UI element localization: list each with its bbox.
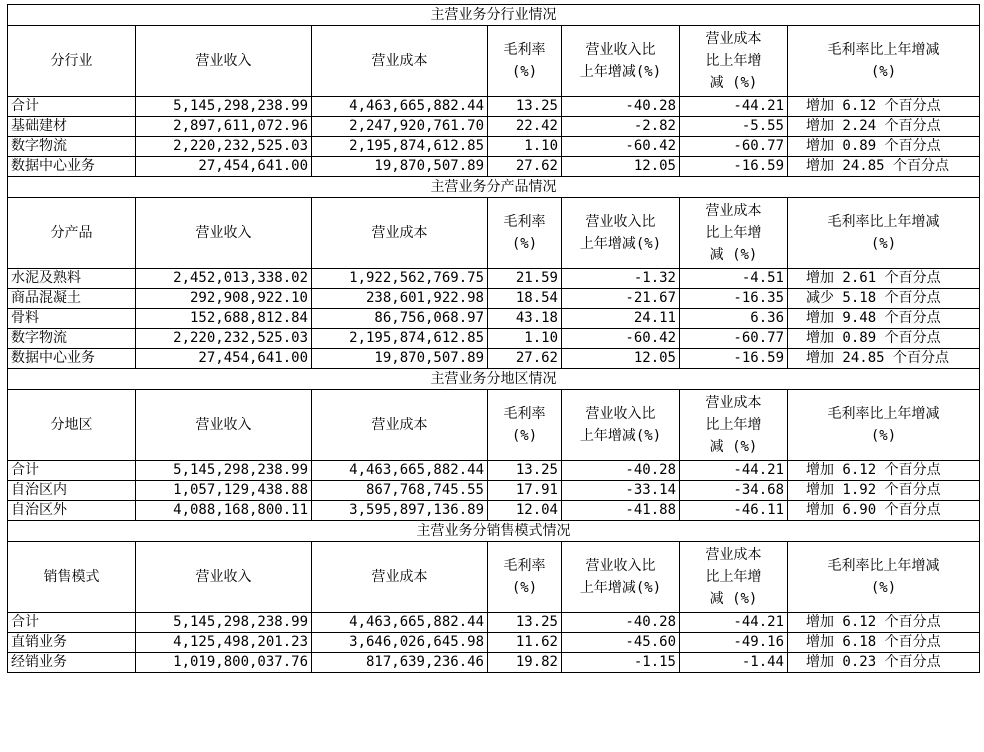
revenue-cell: 152,688,812.84: [136, 309, 312, 329]
column-header: 营业成本: [312, 390, 488, 461]
cost-change-cell: -16.59: [680, 157, 788, 177]
column-header: 毛利率 (%): [488, 26, 562, 97]
column-header: 毛利率比上年增减 (%): [788, 26, 980, 97]
cost-change-cell: -1.44: [680, 653, 788, 673]
margin-change-cell: 增加 24.85 个百分点: [788, 157, 980, 177]
section-title: 主营业务分销售模式情况: [8, 521, 980, 542]
cost-change-cell: -46.11: [680, 501, 788, 521]
section-title-row: [8, 369, 980, 390]
revenue-cell: 27,454,641.00: [136, 349, 312, 369]
column-header: 毛利率比上年增减 (%): [788, 542, 980, 613]
cost-cell: 86,756,068.97: [312, 309, 488, 329]
cost-cell: 2,247,920,761.70: [312, 117, 488, 137]
column-header: 营业成本: [312, 198, 488, 269]
row-label: 基础建材: [8, 117, 136, 137]
revenue-change-cell: -33.14: [562, 481, 680, 501]
section-title: 主营业务分产品情况: [8, 177, 980, 198]
gross-margin-cell: 13.25: [488, 461, 562, 481]
gross-margin-cell: 18.54: [488, 289, 562, 309]
cost-cell: 19,870,507.89: [312, 349, 488, 369]
column-header-row: [8, 542, 980, 613]
gross-margin-cell: 17.91: [488, 481, 562, 501]
revenue-cell: 2,220,232,525.03: [136, 329, 312, 349]
revenue-change-cell: -45.60: [562, 633, 680, 653]
column-header: 毛利率 (%): [488, 198, 562, 269]
margin-change-cell: 增加 6.12 个百分点: [788, 461, 980, 481]
revenue-change-cell: -41.88: [562, 501, 680, 521]
table-row: [8, 137, 980, 157]
section-title: 主营业务分地区情况: [8, 369, 980, 390]
gross-margin-cell: 22.42: [488, 117, 562, 137]
row-label: 自治区内: [8, 481, 136, 501]
column-header-row: [8, 26, 980, 97]
row-label: 合计: [8, 97, 136, 117]
main-business-table: [7, 4, 980, 673]
table-row: [8, 309, 980, 329]
column-header-category: 分地区: [8, 390, 136, 461]
revenue-change-cell: -40.28: [562, 461, 680, 481]
revenue-change-cell: -2.82: [562, 117, 680, 137]
cost-cell: 2,195,874,612.85: [312, 329, 488, 349]
section-title-row: [8, 521, 980, 542]
margin-change-cell: 增加 0.23 个百分点: [788, 653, 980, 673]
revenue-cell: 2,452,013,338.02: [136, 269, 312, 289]
column-header-category: 分产品: [8, 198, 136, 269]
revenue-change-cell: -40.28: [562, 613, 680, 633]
column-header: 营业成本 比上年增 减 (%): [680, 26, 788, 97]
revenue-change-cell: 12.05: [562, 349, 680, 369]
table-row: [8, 289, 980, 309]
margin-change-cell: 增加 6.12 个百分点: [788, 97, 980, 117]
cost-change-cell: 6.36: [680, 309, 788, 329]
column-header: 营业成本 比上年增 减 (%): [680, 390, 788, 461]
section-title-row: [8, 5, 980, 26]
column-header: 营业成本 比上年增 减 (%): [680, 198, 788, 269]
revenue-cell: 1,057,129,438.88: [136, 481, 312, 501]
table-row: [8, 349, 980, 369]
row-label: 合计: [8, 461, 136, 481]
gross-margin-cell: 27.62: [488, 157, 562, 177]
cost-change-cell: -16.59: [680, 349, 788, 369]
cost-change-cell: -44.21: [680, 97, 788, 117]
cost-change-cell: -5.55: [680, 117, 788, 137]
margin-change-cell: 增加 6.12 个百分点: [788, 613, 980, 633]
column-header-row: [8, 390, 980, 461]
cost-cell: 4,463,665,882.44: [312, 613, 488, 633]
column-header: 营业收入比 上年增减(%): [562, 542, 680, 613]
cost-cell: 4,463,665,882.44: [312, 97, 488, 117]
revenue-cell: 5,145,298,238.99: [136, 97, 312, 117]
table-row: [8, 653, 980, 673]
row-label: 数据中心业务: [8, 157, 136, 177]
table-row: [8, 633, 980, 653]
margin-change-cell: 减少 5.18 个百分点: [788, 289, 980, 309]
revenue-change-cell: -40.28: [562, 97, 680, 117]
cost-cell: 867,768,745.55: [312, 481, 488, 501]
revenue-cell: 4,125,498,201.23: [136, 633, 312, 653]
revenue-cell: 2,220,232,525.03: [136, 137, 312, 157]
margin-change-cell: 增加 2.24 个百分点: [788, 117, 980, 137]
table-row: [8, 481, 980, 501]
revenue-cell: 5,145,298,238.99: [136, 613, 312, 633]
cost-change-cell: -16.35: [680, 289, 788, 309]
row-label: 骨料: [8, 309, 136, 329]
gross-margin-cell: 21.59: [488, 269, 562, 289]
gross-margin-cell: 13.25: [488, 613, 562, 633]
cost-cell: 1,922,562,769.75: [312, 269, 488, 289]
table-row: [8, 97, 980, 117]
row-label: 数字物流: [8, 137, 136, 157]
revenue-cell: 27,454,641.00: [136, 157, 312, 177]
gross-margin-cell: 1.10: [488, 329, 562, 349]
table-row: [8, 329, 980, 349]
gross-margin-cell: 27.62: [488, 349, 562, 369]
margin-change-cell: 增加 24.85 个百分点: [788, 349, 980, 369]
column-header-category: 销售模式: [8, 542, 136, 613]
column-header: 营业收入比 上年增减(%): [562, 198, 680, 269]
cost-change-cell: -4.51: [680, 269, 788, 289]
column-header-row: [8, 198, 980, 269]
margin-change-cell: 增加 1.92 个百分点: [788, 481, 980, 501]
column-header: 毛利率比上年增减 (%): [788, 198, 980, 269]
cost-cell: 4,463,665,882.44: [312, 461, 488, 481]
gross-margin-cell: 11.62: [488, 633, 562, 653]
revenue-cell: 1,019,800,037.76: [136, 653, 312, 673]
cost-change-cell: -60.77: [680, 329, 788, 349]
column-header: 营业收入比 上年增减(%): [562, 26, 680, 97]
revenue-change-cell: 24.11: [562, 309, 680, 329]
revenue-change-cell: 12.05: [562, 157, 680, 177]
column-header: 营业收入: [136, 198, 312, 269]
column-header-category: 分行业: [8, 26, 136, 97]
row-label: 直销业务: [8, 633, 136, 653]
column-header: 毛利率 (%): [488, 542, 562, 613]
revenue-change-cell: -21.67: [562, 289, 680, 309]
gross-margin-cell: 19.82: [488, 653, 562, 673]
cost-cell: 817,639,236.46: [312, 653, 488, 673]
column-header: 营业成本: [312, 26, 488, 97]
column-header: 毛利率 (%): [488, 390, 562, 461]
row-label: 商品混凝土: [8, 289, 136, 309]
table-row: [8, 461, 980, 481]
table-row: [8, 501, 980, 521]
cost-change-cell: -34.68: [680, 481, 788, 501]
section-title: 主营业务分行业情况: [8, 5, 980, 26]
revenue-cell: 292,908,922.10: [136, 289, 312, 309]
revenue-change-cell: -60.42: [562, 137, 680, 157]
revenue-cell: 5,145,298,238.99: [136, 461, 312, 481]
row-label: 水泥及熟料: [8, 269, 136, 289]
margin-change-cell: 增加 6.18 个百分点: [788, 633, 980, 653]
row-label: 合计: [8, 613, 136, 633]
cost-change-cell: -49.16: [680, 633, 788, 653]
gross-margin-cell: 1.10: [488, 137, 562, 157]
margin-change-cell: 增加 0.89 个百分点: [788, 329, 980, 349]
revenue-change-cell: -60.42: [562, 329, 680, 349]
row-label: 经销业务: [8, 653, 136, 673]
revenue-change-cell: -1.15: [562, 653, 680, 673]
cost-cell: 3,646,026,645.98: [312, 633, 488, 653]
row-label: 数据中心业务: [8, 349, 136, 369]
cost-cell: 19,870,507.89: [312, 157, 488, 177]
cost-cell: 238,601,922.98: [312, 289, 488, 309]
cost-change-cell: -60.77: [680, 137, 788, 157]
margin-change-cell: 增加 6.90 个百分点: [788, 501, 980, 521]
section-title-row: [8, 177, 980, 198]
table-row: [8, 613, 980, 633]
column-header: 营业收入: [136, 542, 312, 613]
revenue-cell: 2,897,611,072.96: [136, 117, 312, 137]
column-header: 营业收入比 上年增减(%): [562, 390, 680, 461]
margin-change-cell: 增加 2.61 个百分点: [788, 269, 980, 289]
table-row: [8, 269, 980, 289]
cost-cell: 2,195,874,612.85: [312, 137, 488, 157]
row-label: 数字物流: [8, 329, 136, 349]
gross-margin-cell: 12.04: [488, 501, 562, 521]
column-header: 营业收入: [136, 390, 312, 461]
margin-change-cell: 增加 9.48 个百分点: [788, 309, 980, 329]
table-row: [8, 117, 980, 137]
column-header: 营业成本 比上年增 减 (%): [680, 542, 788, 613]
row-label: 自治区外: [8, 501, 136, 521]
revenue-change-cell: -1.32: [562, 269, 680, 289]
table-row: [8, 157, 980, 177]
column-header: 营业收入: [136, 26, 312, 97]
cost-cell: 3,595,897,136.89: [312, 501, 488, 521]
cost-change-cell: -44.21: [680, 613, 788, 633]
gross-margin-cell: 13.25: [488, 97, 562, 117]
cost-change-cell: -44.21: [680, 461, 788, 481]
gross-margin-cell: 43.18: [488, 309, 562, 329]
margin-change-cell: 增加 0.89 个百分点: [788, 137, 980, 157]
column-header: 营业成本: [312, 542, 488, 613]
column-header: 毛利率比上年增减 (%): [788, 390, 980, 461]
revenue-cell: 4,088,168,800.11: [136, 501, 312, 521]
